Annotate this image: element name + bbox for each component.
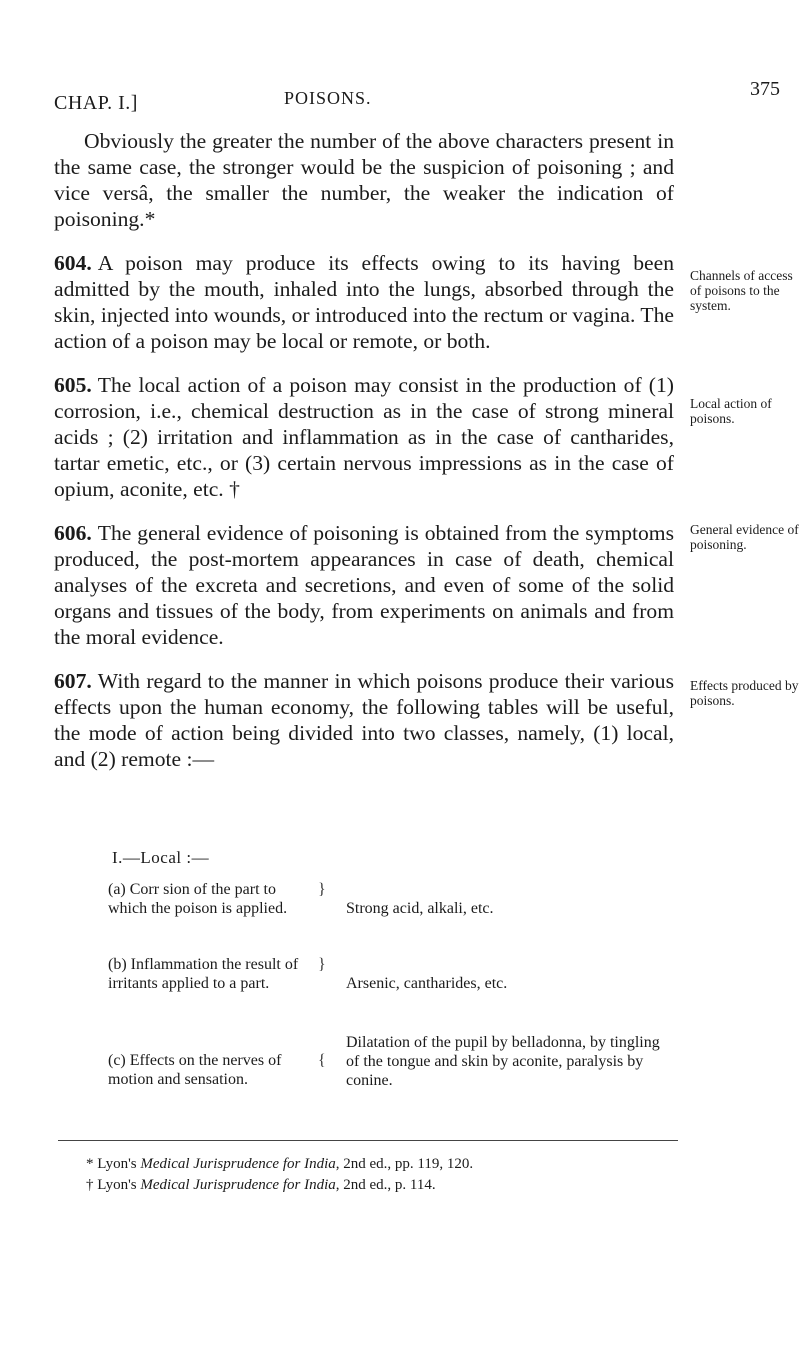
row-value: Dilatation of the pupil by belladonna, by tingling of the tongue and skin by aconite, paralysis by conine. — [346, 1034, 660, 1089]
footnote: * Lyon's Medical Jurisprudence for India, 2nd ed., pp. 119, 120. — [86, 1156, 474, 1172]
brace-symbol: } — [318, 956, 326, 973]
margin-note-604: Channels of access of poisons to the system. — [690, 268, 793, 313]
running-title: POISONS. — [284, 88, 372, 108]
footnote-edition: 2nd ed., pp. 119, 120. — [343, 1156, 474, 1172]
body-text — [54, 128, 674, 790]
paragraph-number: 606. — [54, 521, 92, 545]
paragraph-text: The general evidence of poisoning is obtained from the symptoms produced, the post-mortem appearances in case of death, chemical analyses of the excreta and secretions, and even of some of the solid organs and tissues of the body, from experiments on animals and from the moral evidence. — [54, 521, 674, 649]
paragraph-607 — [54, 668, 674, 772]
footnote-work: Medical Jurisprudence for India — [140, 1177, 336, 1193]
footnote-author: Lyon's — [97, 1177, 137, 1193]
chapter-label: CHAP. I.] — [54, 92, 138, 114]
footnote-divider — [58, 1140, 678, 1141]
table-section-title: I.—Local :— — [112, 848, 210, 867]
footnote-work: Medical Jurisprudence for India — [140, 1156, 336, 1172]
margin-note-606: General evidence of poisoning. — [690, 522, 799, 552]
row-value: Strong acid, alkali, etc. — [346, 900, 494, 917]
paragraph-606 — [54, 520, 674, 650]
paragraph-text: The local action of a poison may consist in the production of (1) corrosion, i.e., chemical destruction as in the case of strong mineral acids ; (2) irritation and inflammation as in the case of cantharides, tartar emetic, etc., or (3) certain nervous impressions as in the case of opium, aconite, etc. † — [54, 373, 674, 501]
margin-note-607: Effects produced by poisons. — [690, 678, 799, 708]
row-label: (a) Corr sion of the part to which the poison is applied. — [108, 881, 288, 917]
running-header — [54, 78, 780, 118]
footnote-author: Lyon's — [97, 1156, 137, 1172]
brace-symbol: } — [318, 881, 326, 898]
paragraph-604 — [54, 250, 674, 354]
paragraph-text: A poison may produce its effects owing to its having been admitted by the mouth, inhaled into the lungs, absorbed through the skin, injected into wounds, or introduced into the rectum or vagina. The action of a poison may be local or remote, or both. — [54, 251, 674, 353]
margin-note-605: Local action of poisons. — [690, 396, 772, 426]
row-value: Arsenic, cantharides, etc. — [346, 975, 508, 992]
brace-symbol: { — [318, 1052, 326, 1069]
footnote-mark: * — [86, 1156, 94, 1172]
row-label: (c) Effects on the nerves of motion and sensation. — [108, 1052, 282, 1088]
paragraph-number: 605. — [54, 373, 92, 397]
page-number: 375 — [750, 78, 780, 100]
paragraph-number: 607. — [54, 669, 92, 693]
paragraph-605 — [54, 372, 674, 502]
paragraph-number: 604. — [54, 251, 92, 275]
paragraph-text: With regard to the manner in which poisons produce their various effects upon the human economy, the following tables will be useful, the mode of action being divided into two classes, namely, (1) local, and (2) remote :— — [54, 669, 674, 771]
footnote: † Lyon's Medical Jurisprudence for India, 2nd ed., p. 114. — [86, 1177, 436, 1193]
row-label: (b) Inflammation the result of irritants applied to a part. — [108, 956, 299, 992]
footnote-mark: † — [86, 1177, 94, 1193]
intro-paragraph: Obviously the greater the number of the above characters present in the same case, the stronger would be the suspicion of poisoning ; and vice versâ, the smaller the number, the weaker the indication of poisoning.* — [54, 129, 674, 231]
footnote-edition: 2nd ed., p. 114. — [343, 1177, 436, 1193]
